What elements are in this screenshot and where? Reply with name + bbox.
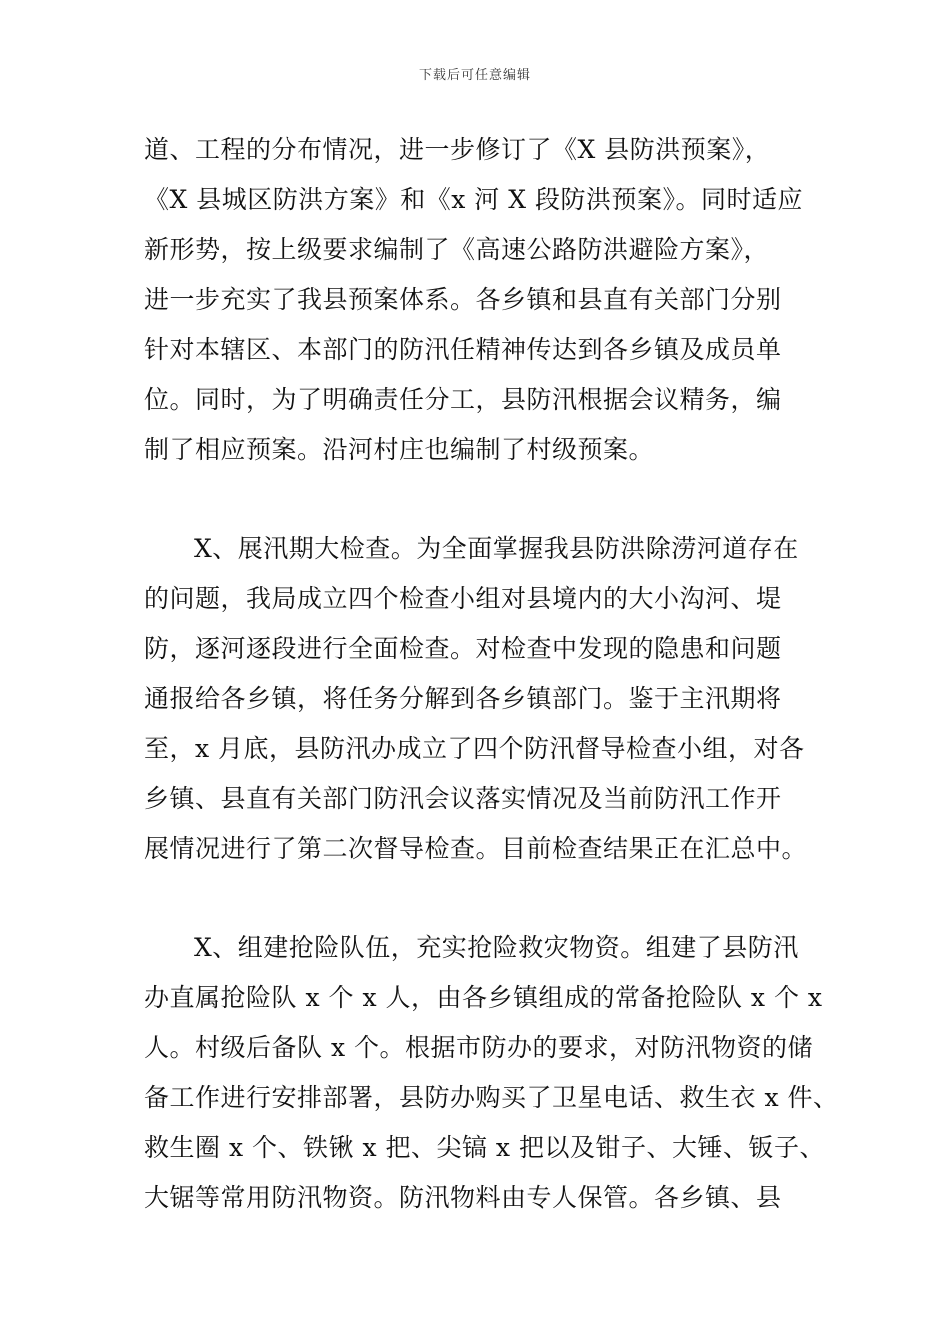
paragraph-1-line-7: 制了相应预案。沿河村庄也编制了村级预案。 (144, 435, 655, 464)
paragraph-1-line-3: 新形势，按上级要求编制了《高速公路防洪避险方案》， (144, 235, 770, 264)
paragraph-3-line-4: 备工作进行安排部署，县防办购买了卫星电话、救生衣 x 件、 (144, 1083, 839, 1112)
paragraph-2-line-6: 乡镇、县直有关部门防汛会议落实情况及当前防汛工作开 (144, 784, 782, 813)
paragraph-2-line-2: 的问题，我局成立四个检查小组对县境内的大小沟河、堤 (144, 584, 782, 613)
paragraph-1-line-4: 进一步充实了我县预案体系。各乡镇和县直有关部门分别 (144, 285, 782, 314)
page-header: 下载后可任意编辑 (418, 68, 531, 83)
paragraph-1-line-1: 道、工程的分布情况，进一步修订了《X 县防洪预案》， (144, 135, 771, 164)
paragraph-2-line-4: 通报给各乡镇，将任务分解到各乡镇部门。鉴于主汛期将 (144, 684, 782, 713)
paragraph-3-line-5: 救生圈 x 个、铁锹 x 把、尖镐 x 把以及钳子、大锤、钣子、 (144, 1133, 825, 1162)
paragraph-2-line-7: 展情况进行了第二次督导检查。目前检查结果正在汇总中。 (144, 834, 808, 863)
paragraph-1-line-5: 针对本辖区、本部门的防汛任精神传达到各乡镇及成员单 (144, 335, 782, 364)
paragraph-3-line-1: X、组建抢险队伍，充实抢险救灾物资。组建了县防汛 (194, 933, 799, 962)
paragraph-2-line-5: 至，x 月底，县防汛办成立了四个防汛督导检查小组，对各 (144, 734, 805, 763)
paragraph-3-line-3: 人。村级后备队 x 个。根据市防办的要求，对防汛物资的储 (144, 1033, 813, 1062)
paragraph-2-line-1: X、展汛期大检查。为全面掌握我县防洪除涝河道存在 (194, 534, 799, 563)
paragraph-3-line-2: 办直属抢险队 x 个 x 人，由各乡镇组成的常备抢险队 x 个 x (144, 983, 823, 1012)
paragraph-3-line-6: 大锯等常用防汛物资。防汛物料由专人保管。各乡镇、县 (144, 1183, 782, 1212)
paragraph-2-line-3: 防，逐河逐段进行全面检查。对检查中发现的隐患和问题 (144, 634, 782, 663)
paragraph-1-line-6: 位。同时，为了明确责任分工，县防汛根据会议精务，编 (144, 385, 782, 414)
paragraph-1-line-2: 《X 县城区防洪方案》和《x 河 X 段防洪预案》。同时适应 (144, 185, 803, 214)
